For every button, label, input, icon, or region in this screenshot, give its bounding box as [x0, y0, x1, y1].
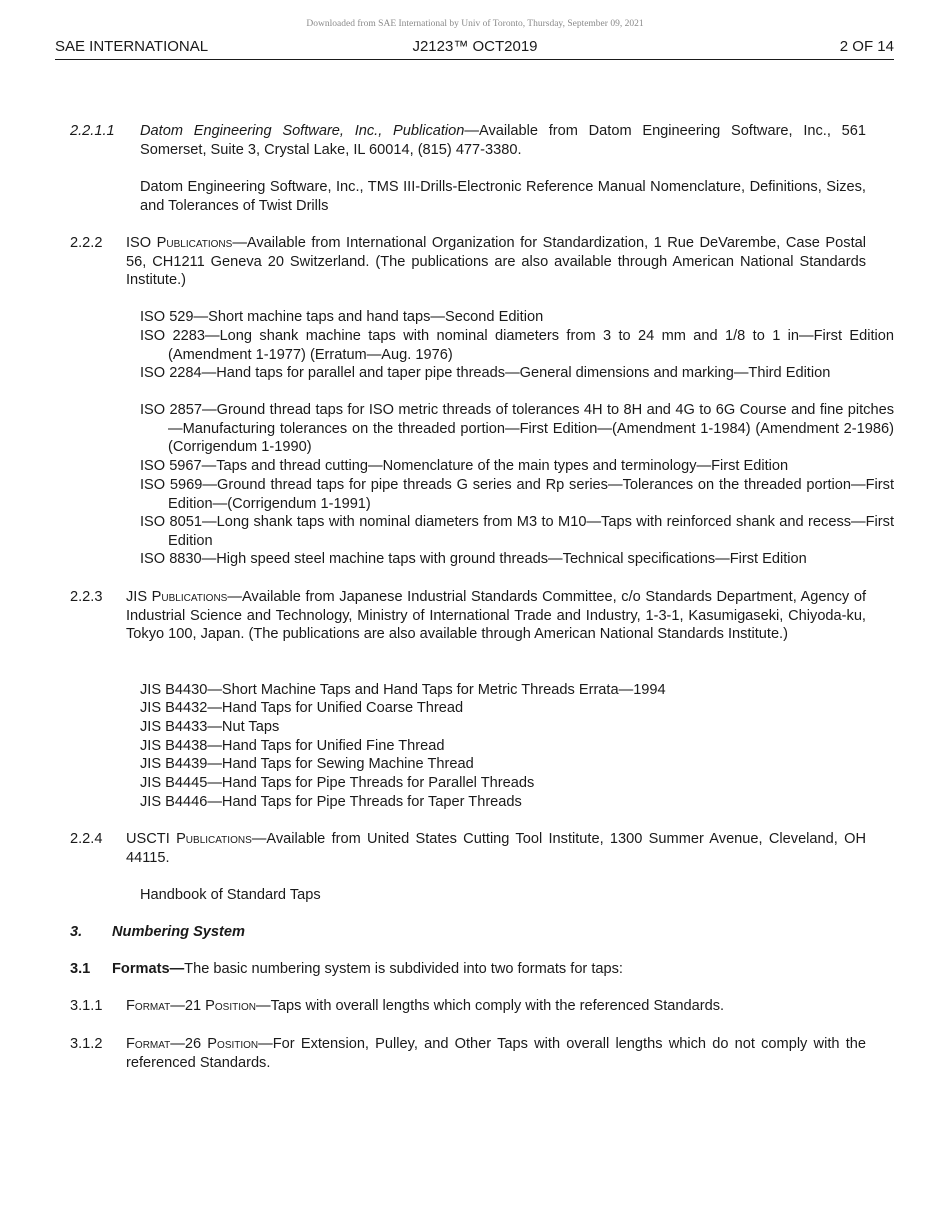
- section-number: 3.1.2: [70, 1036, 103, 1052]
- section-31-paragraph: [112, 960, 866, 979]
- iso-list-item: ISO 5969—Ground thread taps for pipe threads G series and Rp series—Tolerances on the threaded portion—First Edition—(Corrigendum 1-1991): [140, 477, 894, 512]
- section-title: Formats—: [112, 961, 185, 977]
- iso-list-item: ISO 2857—Ground thread taps for ISO metric threads of tolerances 4H to 8H and 4G to 6G Course and fine pitches—Manufacturing tolerances on the threaded portion—First Edition—(Amendment 1-1984) (Amendment 2-1986) (Corrigendum 1-1990): [140, 402, 894, 456]
- jis-list-item: JIS B4438—Hand Taps for Unified Fine Thread: [140, 738, 445, 754]
- section-text: The basic numbering system is subdivided into two formats for taps:: [184, 961, 623, 977]
- jis-list-item: JIS B4445—Hand Taps for Pipe Threads for Parallel Threads: [140, 775, 535, 791]
- section-lead: Format—26 Position: [126, 1036, 259, 1052]
- iso-list-item: ISO 8830—High speed steel machine taps with ground threads—Technical specifications—First Edition: [140, 551, 807, 567]
- section-heading: Numbering System: [112, 924, 245, 940]
- section-223-paragraph: [126, 588, 866, 644]
- section-text: —Available from International Organization for Standardization, 1 Rue DeVarembe, Case Postal 56, CH1211 Geneva 20 Switzerland. (The publications are also available through American National Standards Institute.): [126, 235, 866, 289]
- jis-list-item: JIS B4439—Hand Taps for Sewing Machine Thread: [140, 756, 474, 772]
- section-lead: ISO Publications: [126, 235, 233, 251]
- iso-list-item: ISO 529—Short machine taps and hand taps—Second Edition: [140, 309, 544, 325]
- section-number: 3.1: [70, 961, 91, 977]
- section-number: 2.2.1.1: [70, 123, 115, 139]
- section-text: —Available from United States Cutting Tool Institute, 1300 Summer Avenue, Cleveland, OH 44115.: [126, 831, 866, 866]
- section-lead: JIS Publications: [126, 589, 228, 605]
- section-224-paragraph: [126, 830, 866, 867]
- section-number: 2.2.3: [70, 589, 103, 605]
- section-number: 3.: [70, 924, 83, 940]
- section-311-paragraph: [126, 997, 866, 1016]
- section-text: —Taps with overall lengths which comply with the referenced Standards.: [256, 998, 725, 1014]
- jis-list-item: JIS B4433—Nut Taps: [140, 719, 280, 735]
- iso-list-item: ISO 8051—Long shank taps with nominal diameters from M3 to M10—Taps with reinforced shank and recess—First Edition: [140, 514, 894, 549]
- jis-list-item: JIS B4430—Short Machine Taps and Hand Taps for Metric Threads Errata—1994: [140, 682, 666, 698]
- reference-entry: Datom Engineering Software, Inc., TMS III-Drills-Electronic Reference Manual Nomenclature, Definitions, Sizes, and Tolerances of Twist Drills: [140, 179, 866, 214]
- section-lead: USCTI Publications: [126, 831, 252, 847]
- reference-entry: Handbook of Standard Taps: [140, 887, 321, 903]
- download-notice: Downloaded from SAE International by Univ of Toronto, Thursday, September 09, 2021: [306, 19, 644, 29]
- section-number: 3.1.1: [70, 998, 103, 1014]
- section-number: 2.2.4: [70, 831, 103, 847]
- jis-list-item: JIS B4446—Hand Taps for Pipe Threads for Taper Threads: [140, 794, 522, 810]
- section-lead: Format—21 Position: [126, 998, 257, 1014]
- section-312-paragraph: [126, 1035, 866, 1072]
- section-222-paragraph: [126, 234, 866, 290]
- jis-list-item: JIS B4432—Hand Taps for Unified Coarse Thread: [140, 700, 464, 716]
- section-text: —For Extension, Pulley, and Other Taps with overall lengths which do not comply with the referenced Standards.: [126, 1036, 866, 1071]
- header-page-number: 2 OF 14: [839, 38, 894, 55]
- header-rule: [55, 59, 894, 60]
- iso-list-item: ISO 2283—Long shank machine taps with nominal diameters from 3 to 24 mm and 1/8 to 1 in—First Edition (Amendment 1-1977) (Erratum—Aug. 1976): [140, 328, 894, 363]
- section-text: —Available from Datom Engineering Software, Inc., 561 Somerset, Suite 3, Crystal Lake, IL 60014, (815) 477-3380.: [140, 123, 866, 158]
- iso-list-item: ISO 5967—Taps and thread cutting—Nomenclature of the main types and terminology—First Edition: [140, 458, 789, 474]
- section-number: 2.2.2: [70, 235, 103, 251]
- section-text: —Available from Japanese Industrial Standards Committee, c/o Standards Department, Agency of Industrial Science and Technology, Ministry of International Trade and Industry, 1-3-1, Kasumigaseki, Chiyoda-ku, Tokyo 100, Japan. (The publications are also available through American National Standards Institute.): [126, 589, 866, 643]
- header-organization: SAE INTERNATIONAL: [55, 38, 209, 55]
- header-document-id: J2123™ OCT2019: [412, 38, 538, 55]
- section-title: Datom Engineering Software, Inc., Publication: [140, 123, 465, 139]
- section-2211-paragraph: [140, 122, 866, 159]
- iso-list-item: ISO 2284—Hand taps for parallel and taper pipe threads—General dimensions and marking—Third Edition: [140, 365, 831, 381]
